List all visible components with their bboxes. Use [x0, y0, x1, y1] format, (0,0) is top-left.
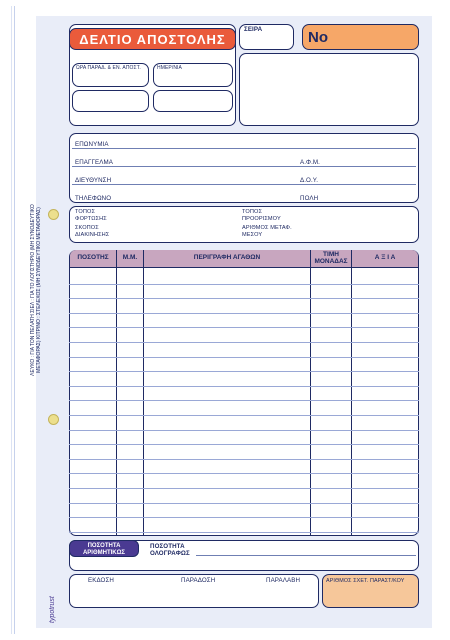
table-row[interactable] [69, 357, 419, 358]
vehicle-label: ΑΡΙΘΜΟΣ ΜΕΤΑΦ. ΜΕΣΟΥ [242, 225, 292, 238]
date-value-field[interactable] [153, 90, 233, 112]
column-divider [116, 250, 118, 536]
quantity-words-line [196, 555, 416, 556]
phone-label: ΤΗΛΕΦΩΝΟ [75, 195, 112, 202]
delivery-label: ΠΑΡΑΔΟΣΗ [181, 577, 216, 584]
binding-line [14, 6, 15, 634]
date-label: ΗΜΕΡ/ΝΙΑ [157, 65, 182, 71]
table-row[interactable] [69, 517, 419, 518]
quantity-words-label: ΠΟΣΟΤΗΤΑ ΟΛΟΓΡΑΦΩΣ [150, 543, 190, 557]
binding-line [11, 6, 12, 634]
column-header-unit: Μ.Μ. [117, 250, 143, 268]
table-row[interactable] [69, 400, 419, 401]
table-row[interactable] [69, 444, 419, 445]
loading-place-label: ΤΟΠΟΣ ΦΟΡΤΩΣΗΣ [75, 209, 107, 222]
brand-logo: typotrust [49, 596, 56, 623]
doy-label: Δ.Ο.Υ. [300, 177, 319, 184]
column-header-quantity: ΠΟΣΟΤΗΣ [70, 250, 116, 268]
address-label: ΔΙΕΥΘΥΝΣΗ [75, 177, 112, 184]
customer-line [72, 184, 416, 185]
document-number-field[interactable]: No [302, 24, 419, 50]
table-row[interactable] [69, 473, 419, 474]
table-row[interactable] [69, 386, 419, 387]
customer-line [72, 166, 416, 167]
table-row[interactable] [69, 415, 419, 416]
column-header-value: Α Ξ Ι Α [352, 250, 418, 268]
column-divider [351, 250, 353, 536]
series-label: ΣΕΙΡΑ [244, 26, 263, 33]
table-row[interactable] [69, 532, 419, 533]
issuer-info-box [239, 53, 419, 126]
column-header-description: ΠΕΡΙΓΡΑΦΗ ΑΓΑΘΩΝ [144, 250, 310, 268]
table-row[interactable] [69, 284, 419, 285]
customer-box [69, 133, 419, 203]
table-row[interactable] [69, 327, 419, 328]
related-document-label: ΑΡΙΘΜΟΣ ΣΧΕΤ. ΠΑΡΑΣΤ/ΚΟΥ [326, 578, 405, 584]
purpose-label: ΣΚΟΠΟΣ ΔΙΑΚΙΝΗΣΗΣ [75, 225, 110, 238]
destination-label: ΤΟΠΟΣ ΠΡΟΟΡΙΣΜΟΥ [242, 209, 281, 222]
time-value-field[interactable] [72, 90, 149, 112]
table-row[interactable] [69, 313, 419, 314]
table-row[interactable] [69, 430, 419, 431]
customer-line [72, 148, 416, 149]
quantity-numeric-badge: ΠΟΣΟΤΗΤΑ ΑΡΙΘΜΗΤΙΚΩΣ [69, 540, 139, 557]
issue-label: ΕΚΔΟΣΗ [88, 577, 114, 584]
copy-distribution-note: ΛΕΥΚΟ : ΓΙΑ ΤΟΝ ΠΕΛΑΤΗ ΣΙΕΛ : ΓΙΑ ΤΟ ΛΟΓΙΣΤΗΡΙΟ (ΜΗ ΣΥΝΟΔΕΥΤΙΚΟ ΜΕΤΑΦΟΡΑΣ) ΚΙΤΡΙΝΟ : ΣΤΕΛΕΧΟΣ (ΜΗ ΣΥΝΟΔΕΥΤΙΚΟ ΜΕΤΑΦΟΡΑΣ) [30, 204, 42, 376]
table-row[interactable] [69, 342, 419, 343]
time-label: ΩΡΑ ΠΑΡΑΔ. & ΕΝ. ΑΠΟΣΤ. [76, 65, 141, 71]
column-divider [310, 250, 312, 536]
table-row[interactable] [69, 503, 419, 504]
profession-label: ΕΠΑΓΓΕΛΜΑ [75, 159, 113, 166]
column-header-unit-price: ΤΙΜΗ ΜΟΝΑΔΑΣ [311, 250, 351, 268]
punch-hole [48, 209, 59, 220]
afm-label: Α.Φ.Μ. [300, 159, 320, 166]
name-label: ΕΠΩΝΥΜΙΑ [75, 141, 109, 148]
document-title: ΔΕΛΤΙΟ ΑΠΟΣΤΟΛΗΣ [69, 28, 236, 50]
table-row[interactable] [69, 459, 419, 460]
table-row[interactable] [69, 371, 419, 372]
items-table [69, 250, 419, 536]
table-row[interactable] [69, 488, 419, 489]
column-divider [143, 250, 145, 536]
punch-hole [48, 414, 59, 425]
receipt-label: ΠΑΡΑΛΑΒΗ [266, 577, 301, 584]
city-label: ΠΟΛΗ [300, 195, 319, 202]
table-row[interactable] [69, 298, 419, 299]
